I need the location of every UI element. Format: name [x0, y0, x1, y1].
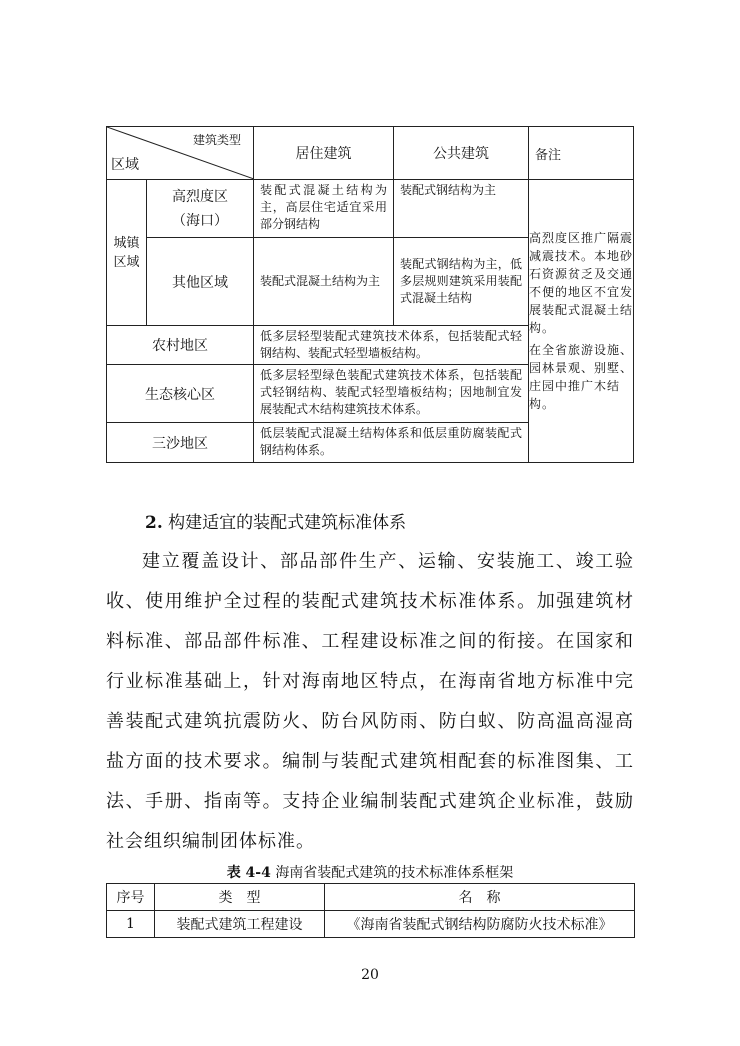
region-cell: 农村地区	[107, 326, 254, 365]
section-number: 2.	[145, 513, 163, 533]
section-title: 构建适宜的装配式建筑标准体系	[168, 513, 407, 533]
building-type-region-table	[106, 126, 634, 463]
diag-top-label: 建筑类型	[192, 133, 241, 147]
merged-cell: 低多层轻型绿色装配式建筑技术体系，包括装配式轻钢结构、装配式轻型墙板结构；因地制宜发展装配式木结构建筑技术体系。	[254, 365, 529, 423]
table-row	[107, 911, 635, 938]
header-public: 公共建筑	[394, 127, 529, 180]
region-cell: 生态核心区	[107, 365, 254, 423]
row-type: 装配式建筑工程建设	[155, 911, 325, 938]
table-header-row	[107, 884, 635, 911]
section-heading	[145, 508, 406, 533]
note-cell	[529, 180, 634, 463]
note-text-1: 高烈度区推广隔震减震技术。本地砂石资源贫乏及交通不便的地区不宜发展装配式混凝土结构。	[529, 231, 634, 335]
public-cell: 装配式钢结构为主，低多层规则建筑采用装配式混凝土结构	[394, 238, 529, 326]
diagonal-header-cell	[107, 127, 254, 180]
table-caption	[0, 862, 740, 882]
note-text-2: 在全省旅游设施、园林景观、别墅、庄园中推广木结构。	[529, 343, 634, 411]
urban-region-label: 城镇区域	[107, 180, 147, 326]
header-residential: 居住建筑	[254, 127, 394, 180]
header-note: 备注	[529, 127, 634, 180]
header-name: 名 称	[325, 884, 635, 911]
region-cell: 其他区域	[147, 238, 254, 326]
body-paragraph: 建立覆盖设计、部品部件生产、运输、安装施工、竣工验收、使用维护全过程的装配式建筑技术标准体系。加强建筑材料标准、部品部件标准、工程建设标准之间的衔接。在国家和行业标准基础上，针对海南地区特点，在海南省地方标准中完善装配式建筑抗震防火、防台风防雨、防白蚁、防高温高湿高盐方面的技术要求。编制与装配式建筑相配套的标准图集、工法、手册、指南等。支持企业编制装配式建筑企业标准，鼓励社会组织编制团体标准。	[106, 551, 634, 852]
standards-table	[106, 883, 635, 938]
diag-bottom-label: 区域	[111, 157, 139, 173]
public-cell: 装配式钢结构为主	[394, 180, 529, 238]
region-cell: 三沙地区	[107, 423, 254, 463]
merged-cell: 低多层轻型装配式建筑技术体系，包括装配式轻钢结构、装配式轻型墙板结构。	[254, 326, 529, 365]
table-caption-text: 海南省装配式建筑的技术标准体系框架	[275, 865, 514, 881]
table-caption-label: 表 4-4	[226, 865, 271, 881]
header-index: 序号	[107, 884, 155, 911]
row-index: 1	[107, 911, 155, 938]
region-cell: 高烈度区（海口）	[147, 180, 254, 238]
residential-cell: 装配式混凝土结构为主	[254, 238, 394, 326]
header-type: 类 型	[155, 884, 325, 911]
page-number: 20	[361, 967, 379, 983]
residential-cell: 装配式混凝土结构为主，高层住宅适宜采用部分钢结构	[254, 180, 394, 238]
row-name: 《海南省装配式钢结构防腐防火技术标准》	[325, 911, 635, 938]
merged-cell: 低层装配式混凝土结构体系和低层重防腐装配式钢结构体系。	[254, 423, 529, 463]
